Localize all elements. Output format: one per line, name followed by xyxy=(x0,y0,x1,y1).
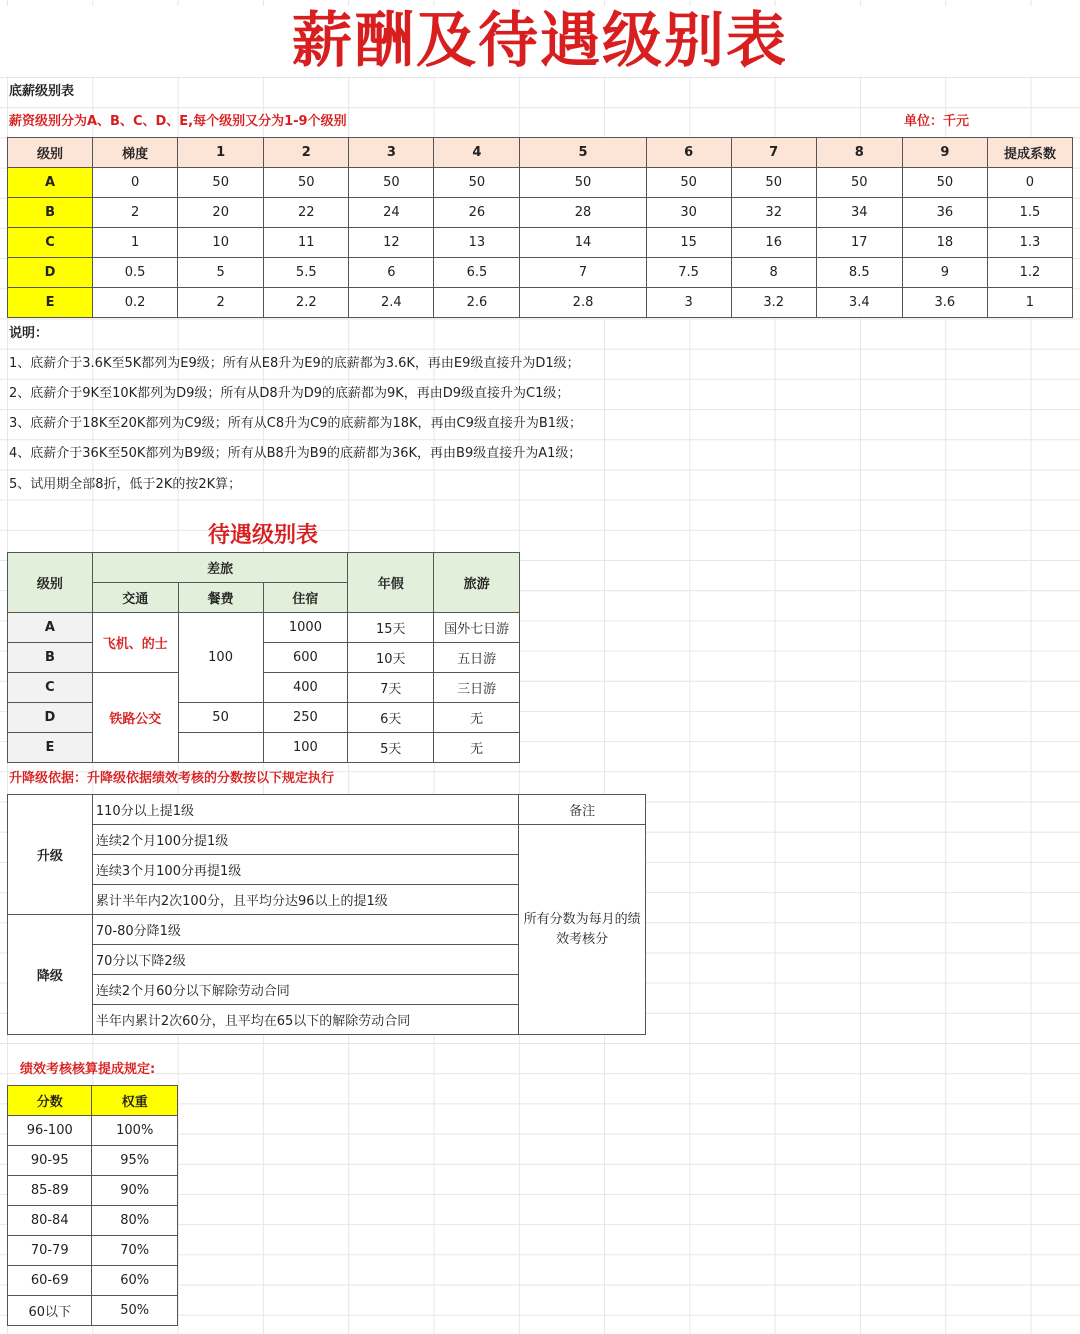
salary-cell: 18 xyxy=(902,228,987,258)
unit-label: 单位：千元 xyxy=(904,114,970,129)
commission-table xyxy=(7,1085,178,1326)
salary-cell: 28 xyxy=(520,198,646,228)
benefits-row xyxy=(8,703,520,733)
salary-cell: 2.8 xyxy=(520,288,646,318)
salary-cell: 2 xyxy=(93,198,178,228)
benefits-level: A xyxy=(8,613,93,643)
salary-cell: 1.2 xyxy=(987,258,1072,288)
salary-cell: 14 xyxy=(520,228,646,258)
commission-row xyxy=(8,1206,178,1236)
salary-cell: 13 xyxy=(434,228,520,258)
salary-cell: 36 xyxy=(902,198,987,228)
salary-cell: 0 xyxy=(987,168,1072,198)
benefits-title: 待遇级别表 xyxy=(207,523,318,548)
benefits-level: B xyxy=(8,643,93,673)
salary-header-cell: 6 xyxy=(646,138,731,168)
benefits-header-tour: 旅游 xyxy=(434,553,520,613)
commission-score: 96-100 xyxy=(8,1116,92,1146)
benefits-hotel: 250 xyxy=(263,703,348,733)
benefits-tour: 五日游 xyxy=(434,643,520,673)
salary-section-label: 底薪级别表 xyxy=(9,84,75,99)
benefits-tour: 三日游 xyxy=(434,673,520,703)
salary-cell: 17 xyxy=(816,228,902,258)
salary-cell: 32 xyxy=(731,198,816,228)
benefits-row xyxy=(8,733,520,763)
commission-weight: 80% xyxy=(92,1206,178,1236)
benefits-tour: 无 xyxy=(434,733,520,763)
commission-score: 80-84 xyxy=(8,1206,92,1236)
benefits-tour: 国外七日游 xyxy=(434,613,520,643)
salary-row xyxy=(8,198,1073,228)
salary-cell: 5 xyxy=(178,258,264,288)
promotion-up-item: 110分以上提1级 xyxy=(92,795,518,825)
salary-header-cell: 8 xyxy=(816,138,902,168)
salary-header-cell: 1 xyxy=(178,138,264,168)
salary-header-cell: 梯度 xyxy=(93,138,178,168)
salary-cell: 7.5 xyxy=(646,258,731,288)
benefits-row xyxy=(8,643,520,673)
commission-weight: 50% xyxy=(92,1296,178,1326)
commission-score: 60-69 xyxy=(8,1266,92,1296)
page-title: 薪酬及待遇级别表 xyxy=(0,6,1080,76)
explain-item: 2、底薪介于9K至10K都列为D9级；所有从D8升为D9的底薪都为9K，再由D9级直接升为C1级； xyxy=(9,386,570,401)
promotion-down-item: 半年内累计2次60分，且平均在65以下的解除劳动合同 xyxy=(92,1005,518,1035)
benefits-level: D xyxy=(8,703,93,733)
salary-cell: 0.2 xyxy=(93,288,178,318)
benefits-leave: 6天 xyxy=(348,703,434,733)
salary-cell: 50 xyxy=(646,168,731,198)
salary-cell: 24 xyxy=(349,198,434,228)
salary-row xyxy=(8,258,1073,288)
benefits-leave: 5天 xyxy=(348,733,434,763)
salary-cell: 26 xyxy=(434,198,520,228)
benefits-leave: 15天 xyxy=(348,613,434,643)
benefits-header-meal: 餐费 xyxy=(178,583,263,613)
commission-weight: 60% xyxy=(92,1266,178,1296)
commission-weight: 90% xyxy=(92,1176,178,1206)
benefits-hotel: 600 xyxy=(263,643,348,673)
salary-cell: 50 xyxy=(434,168,520,198)
explain-label: 说明： xyxy=(9,326,49,341)
benefits-row xyxy=(8,673,520,703)
salary-level-cell: B xyxy=(8,198,93,228)
benefits-table xyxy=(7,552,520,763)
salary-cell: 2.2 xyxy=(264,288,349,318)
commission-header-weight: 权重 xyxy=(92,1086,178,1116)
salary-cell: 2.6 xyxy=(434,288,520,318)
salary-cell: 20 xyxy=(178,198,264,228)
salary-note: 薪资级别分为A、B、C、D、E,每个级别又分为1-9个级别 xyxy=(9,114,347,129)
salary-cell: 1.5 xyxy=(987,198,1072,228)
benefits-row xyxy=(8,613,520,643)
salary-header-cell: 2 xyxy=(264,138,349,168)
benefits-meal-d: 50 xyxy=(178,703,263,733)
salary-cell: 6 xyxy=(349,258,434,288)
commission-heading: 绩效考核核算提成规定: xyxy=(20,1062,156,1077)
salary-cell: 50 xyxy=(178,168,264,198)
salary-table xyxy=(7,137,1073,318)
benefits-meal-e xyxy=(178,733,263,763)
benefits-header-transport: 交通 xyxy=(92,583,178,613)
salary-cell: 30 xyxy=(646,198,731,228)
salary-header-cell: 提成系数 xyxy=(987,138,1072,168)
commission-header-score: 分数 xyxy=(8,1086,92,1116)
promotion-remark-header: 备注 xyxy=(519,795,646,825)
salary-cell: 50 xyxy=(902,168,987,198)
benefits-header-travel: 差旅 xyxy=(92,553,348,583)
promotion-heading: 升降级依据：升降级依据绩效考核的分数按以下规定执行 xyxy=(9,771,335,786)
salary-cell: 1 xyxy=(93,228,178,258)
promotion-down-item: 70分以下降2级 xyxy=(92,945,518,975)
benefits-header-leave: 年假 xyxy=(348,553,434,613)
commission-weight: 95% xyxy=(92,1146,178,1176)
salary-header-cell: 3 xyxy=(349,138,434,168)
salary-header-cell: 级别 xyxy=(8,138,93,168)
salary-header-cell: 4 xyxy=(434,138,520,168)
promotion-up-item: 连续2个月100分提1级 xyxy=(92,825,518,855)
benefits-header-level: 级别 xyxy=(8,553,93,613)
salary-level-cell: E xyxy=(8,288,93,318)
salary-cell: 8 xyxy=(731,258,816,288)
promotion-down-item: 70-80分降1级 xyxy=(92,915,518,945)
commission-row xyxy=(8,1296,178,1326)
promotion-down-label: 降级 xyxy=(8,915,93,1035)
salary-level-cell: C xyxy=(8,228,93,258)
salary-cell: 1.3 xyxy=(987,228,1072,258)
commission-row xyxy=(8,1266,178,1296)
salary-cell: 11 xyxy=(264,228,349,258)
salary-cell: 1 xyxy=(987,288,1072,318)
salary-cell: 15 xyxy=(646,228,731,258)
promotion-up-item: 连续3个月100分再提1级 xyxy=(92,855,518,885)
benefits-leave: 10天 xyxy=(348,643,434,673)
promotion-up-label: 升级 xyxy=(8,795,93,915)
promotion-remark: 所有分数为每月的绩效考核分 xyxy=(519,825,646,1035)
explain-item: 1、底薪介于3.6K至5K都列为E9级；所有从E8升为E9的底薪都为3.6K，再由E9级直接升为D1级； xyxy=(9,356,580,371)
commission-score: 85-89 xyxy=(8,1176,92,1206)
salary-row xyxy=(8,288,1073,318)
salary-row xyxy=(8,228,1073,258)
salary-cell: 7 xyxy=(520,258,646,288)
salary-cell: 3 xyxy=(646,288,731,318)
benefits-hotel: 1000 xyxy=(263,613,348,643)
salary-cell: 0.5 xyxy=(93,258,178,288)
salary-cell: 50 xyxy=(264,168,349,198)
salary-cell: 50 xyxy=(349,168,434,198)
benefits-leave: 7天 xyxy=(348,673,434,703)
explain-item: 3、底薪介于18K至20K都列为C9级；所有从C8升为C9的底薪都为18K，再由C9级直接升为B1级； xyxy=(9,416,583,431)
benefits-level: E xyxy=(8,733,93,763)
benefits-tour: 无 xyxy=(434,703,520,733)
salary-cell: 12 xyxy=(349,228,434,258)
salary-header-cell: 9 xyxy=(902,138,987,168)
salary-cell: 2.4 xyxy=(349,288,434,318)
commission-row xyxy=(8,1236,178,1266)
commission-score: 90-95 xyxy=(8,1146,92,1176)
salary-cell: 3.4 xyxy=(816,288,902,318)
salary-cell: 22 xyxy=(264,198,349,228)
promotion-up-item: 累计半年内2次100分，且平均分达96以上的提1级 xyxy=(92,885,518,915)
salary-level-cell: A xyxy=(8,168,93,198)
salary-cell: 34 xyxy=(816,198,902,228)
benefits-meal-abc: 100 xyxy=(178,613,263,703)
explain-item: 4、底薪介于36K至50K都列为B9级；所有从B8升为B9的底薪都为36K，再由B9级直接升为A1级； xyxy=(9,446,582,461)
explain-item: 5、试用期全部8折，低于2K的按2K算； xyxy=(9,477,242,492)
salary-cell: 10 xyxy=(178,228,264,258)
promotion-down-item: 连续2个月60分以下解除劳动合同 xyxy=(92,975,518,1005)
benefits-transport-cde: 铁路公交 xyxy=(92,673,178,763)
salary-cell: 16 xyxy=(731,228,816,258)
salary-cell: 50 xyxy=(816,168,902,198)
salary-row xyxy=(8,168,1073,198)
benefits-hotel: 100 xyxy=(263,733,348,763)
salary-cell: 5.5 xyxy=(264,258,349,288)
commission-score: 70-79 xyxy=(8,1236,92,1266)
salary-cell: 3.6 xyxy=(902,288,987,318)
commission-row xyxy=(8,1146,178,1176)
commission-weight: 70% xyxy=(92,1236,178,1266)
salary-cell: 3.2 xyxy=(731,288,816,318)
benefits-level: C xyxy=(8,673,93,703)
commission-score: 60以下 xyxy=(8,1296,92,1326)
commission-row xyxy=(8,1176,178,1206)
commission-weight: 100% xyxy=(92,1116,178,1146)
promotion-table xyxy=(7,794,646,1035)
salary-level-cell: D xyxy=(8,258,93,288)
salary-cell: 8.5 xyxy=(816,258,902,288)
commission-row xyxy=(8,1116,178,1146)
salary-cell: 50 xyxy=(520,168,646,198)
salary-header-row xyxy=(8,138,1073,168)
benefits-header-hotel: 住宿 xyxy=(263,583,348,613)
benefits-hotel: 400 xyxy=(263,673,348,703)
salary-cell: 9 xyxy=(902,258,987,288)
salary-header-cell: 7 xyxy=(731,138,816,168)
salary-cell: 0 xyxy=(93,168,178,198)
salary-cell: 2 xyxy=(178,288,264,318)
salary-cell: 6.5 xyxy=(434,258,520,288)
salary-cell: 50 xyxy=(731,168,816,198)
benefits-transport-ab: 飞机、的士 xyxy=(92,613,178,673)
salary-header-cell: 5 xyxy=(520,138,646,168)
